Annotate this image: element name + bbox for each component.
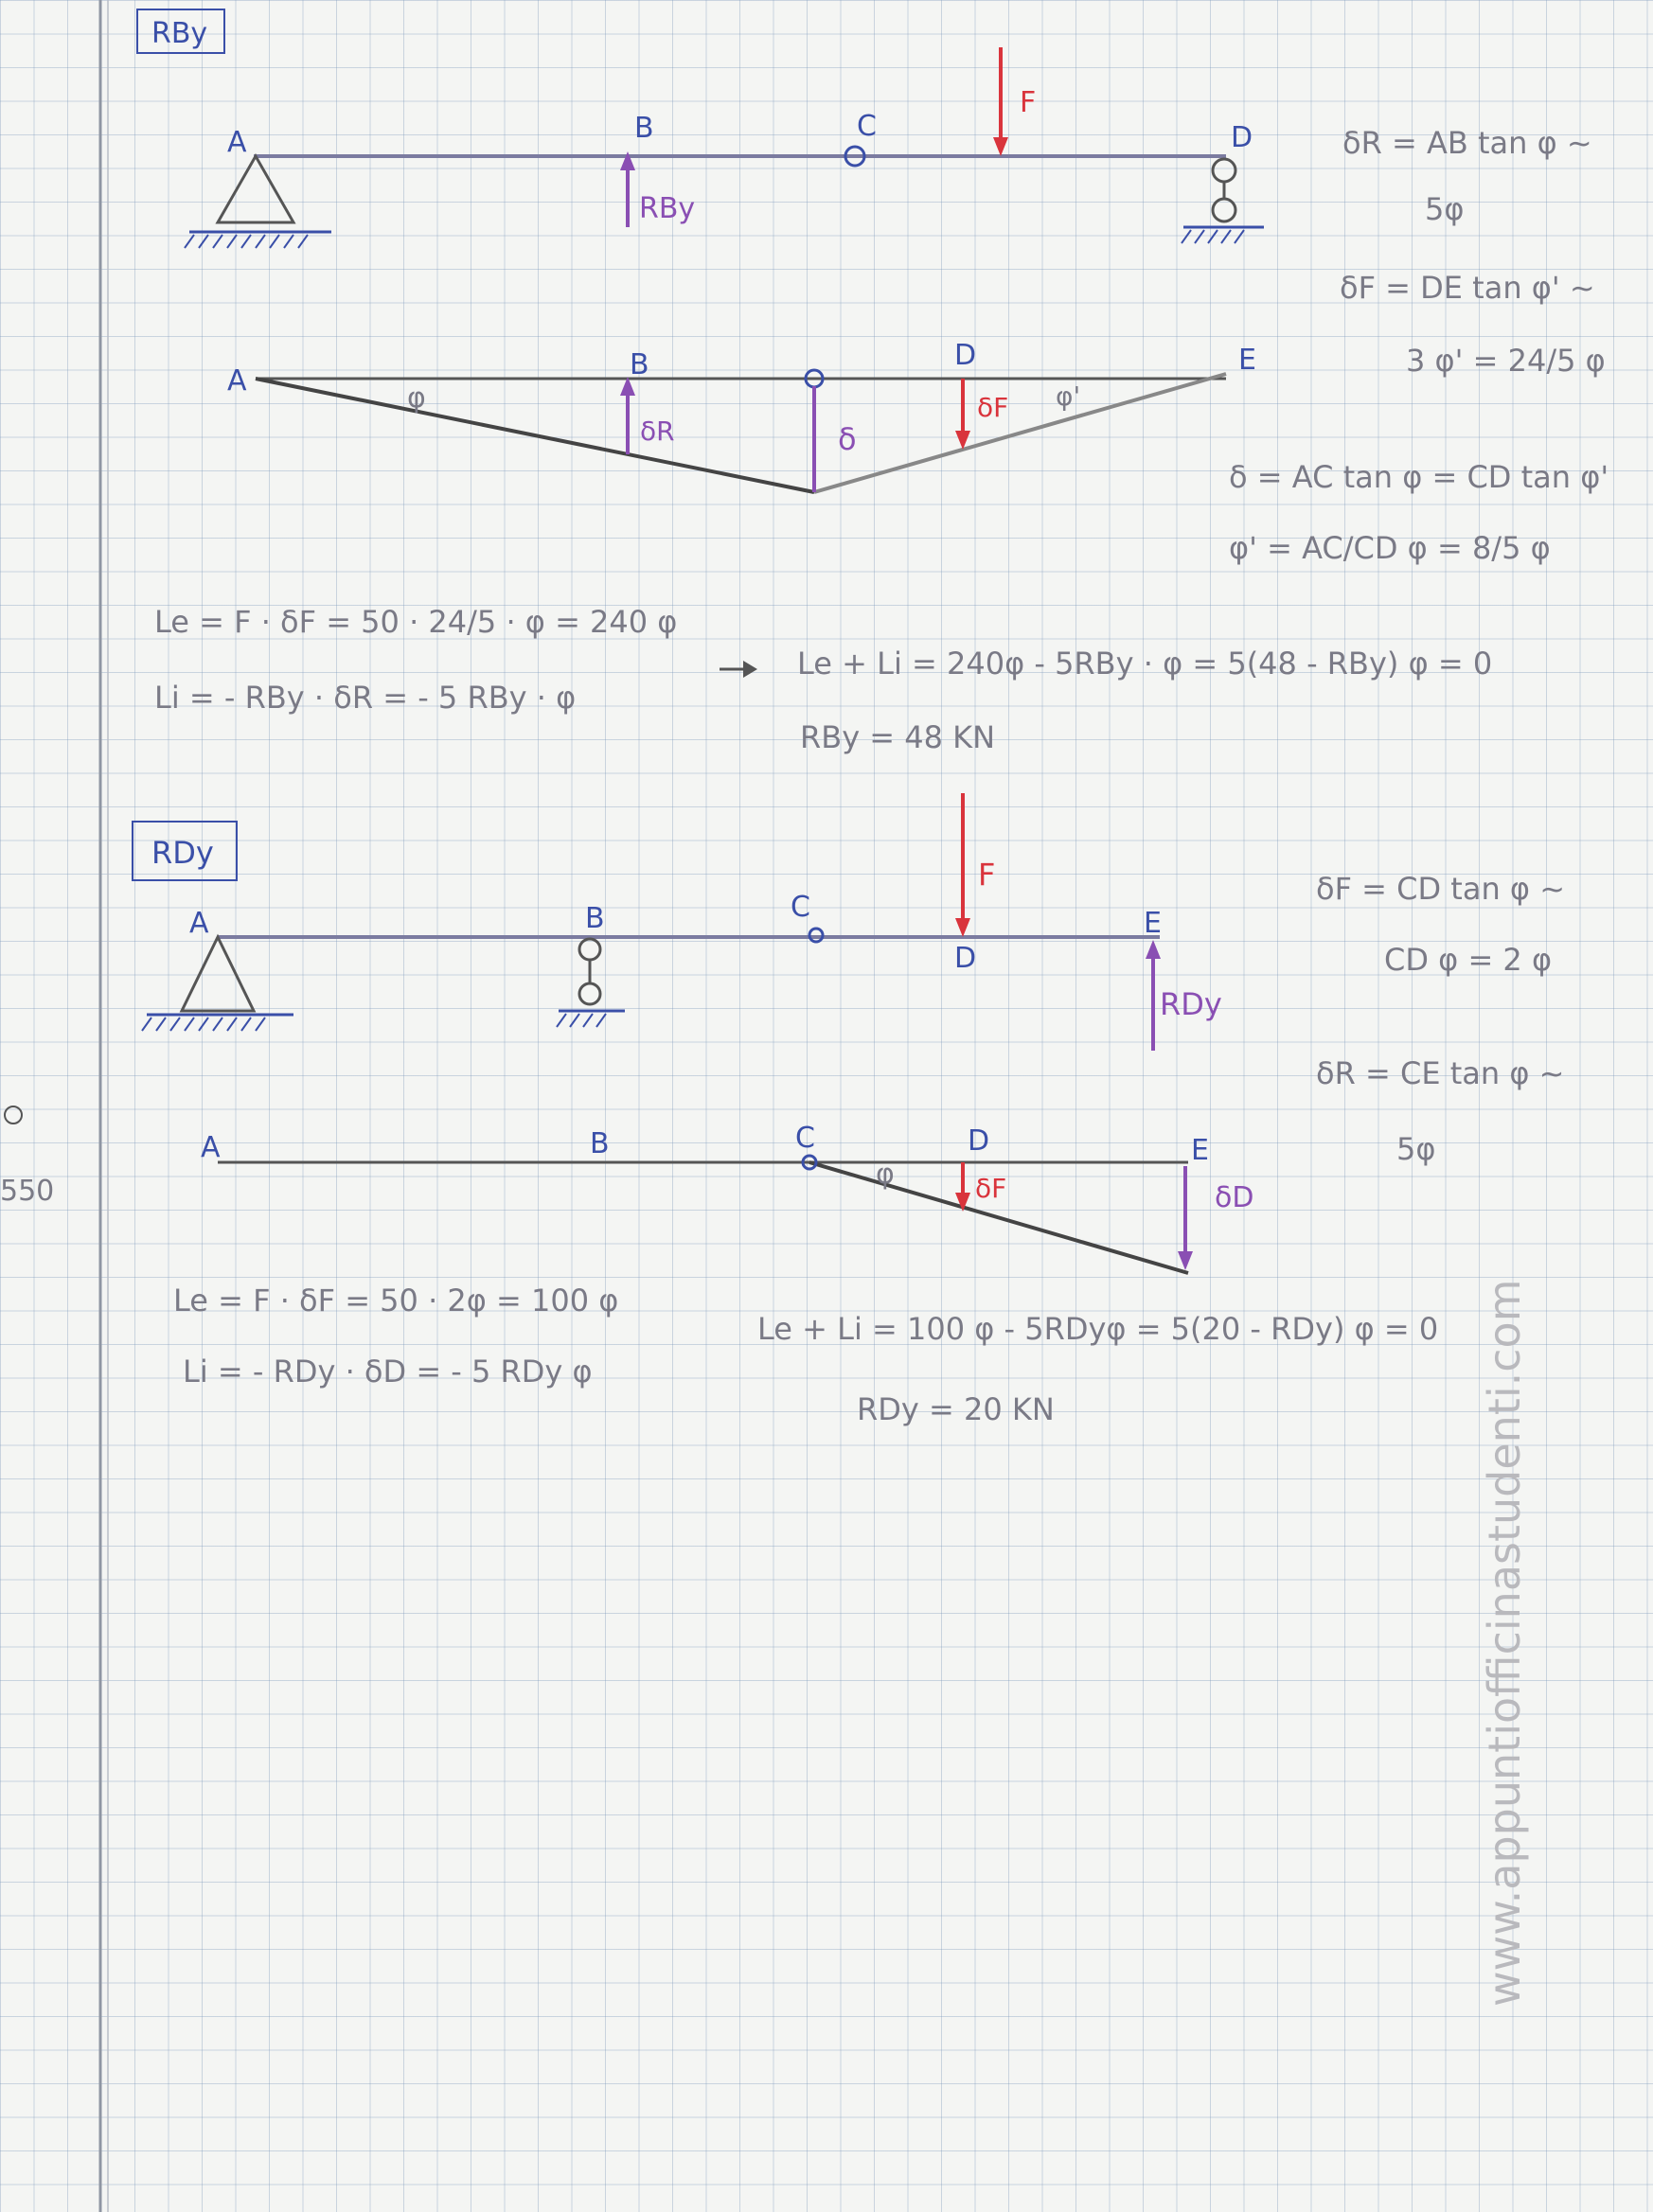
mech1-label-b: B	[630, 348, 649, 381]
mech1-delta-label: δ	[838, 421, 857, 457]
mech1-angle-phi: φ	[407, 381, 426, 415]
beam2-label-d: D	[954, 942, 977, 975]
eq-5phi: 5φ	[1425, 191, 1465, 227]
eq-le-2: Le = F · δF = 50 · 2φ = 100 φ	[173, 1283, 619, 1318]
force-f2-label: F	[978, 857, 996, 893]
mech1-rotated-segment-1	[256, 379, 814, 492]
beam1-label-b: B	[634, 112, 654, 145]
eq-le-1: Le = F · δF = 50 · 24/5 · φ = 240 φ	[154, 604, 678, 640]
mech1-label-e: E	[1238, 344, 1256, 377]
mech1-delta-f-label: δF	[977, 392, 1009, 423]
result-rdy: RDy = 20 KN	[857, 1391, 1055, 1427]
mech1-delta-r-label: δR	[640, 416, 675, 447]
mech2-delta-f-label: δF	[975, 1173, 1007, 1204]
eq2-cd-phi: CD φ = 2 φ	[1384, 942, 1553, 978]
margin-text: 550	[0, 1175, 55, 1208]
section-rby	[137, 9, 1609, 755]
reaction-rdy-label: RDy	[1160, 986, 1222, 1022]
mech1-rotated-segment-2	[814, 374, 1226, 492]
reaction-rby-label: RBy	[639, 192, 696, 225]
watermark: www.appuntiofficinastudenti.com	[1479, 1279, 1530, 2007]
roller-d-top	[1213, 159, 1235, 182]
eq-li-2: Li = - RDy · δD = - 5 RDy φ	[183, 1354, 593, 1389]
beam1-label-a: A	[227, 126, 247, 159]
mech2-label-b: B	[590, 1127, 610, 1160]
ground-a-hatch	[185, 235, 308, 248]
pin-support-a	[218, 156, 293, 222]
eq-total-1: Le + Li = 240φ - 5RBy · φ = 5(48 - RBy) φ = 0	[797, 646, 1493, 681]
roller-d-bottom	[1213, 199, 1235, 221]
beam1-label-c: C	[857, 110, 877, 143]
mech2-label-a: A	[201, 1131, 221, 1164]
beam2-label-b: B	[585, 902, 605, 935]
eq-3phi-prime: 3 φ' = 24/5 φ	[1406, 343, 1606, 379]
section-rdy	[133, 793, 1565, 1427]
roller-b-bottom	[579, 983, 600, 1004]
eq-total-2: Le + Li = 100 φ - 5RDyφ = 5(20 - RDy) φ = 0	[757, 1311, 1439, 1347]
mech1-label-d: D	[954, 339, 977, 372]
eq2-delta-r: δR = CE tan φ ~	[1316, 1055, 1565, 1091]
eq2-5phi: 5φ	[1396, 1131, 1436, 1167]
roller-b-top	[579, 939, 600, 960]
mech2-angle-phi: φ	[876, 1158, 895, 1191]
section2-title: RDy	[151, 835, 214, 871]
result-rby: RBy = 48 KN	[800, 719, 996, 755]
pin-support-a2	[182, 937, 254, 1011]
mech1-label-a: A	[227, 364, 247, 398]
mech1-angle-phi-prime: φ'	[1056, 380, 1081, 412]
eq-delta-r: δR = AB tan φ ~	[1342, 125, 1592, 161]
eq-delta: δ = AC tan φ = CD tan φ'	[1229, 459, 1609, 495]
beam2-label-c: C	[791, 891, 810, 924]
section1-title: RBy	[151, 17, 208, 50]
eq-phi-prime: φ' = AC/CD φ = 8/5 φ	[1229, 530, 1551, 566]
beam1-label-d: D	[1231, 121, 1253, 154]
mech2-delta-d-label: δD	[1215, 1181, 1254, 1214]
mech2-label-e: E	[1191, 1134, 1209, 1167]
eq-delta-f: δF = DE tan φ' ~	[1340, 270, 1595, 306]
margin-mark-circle	[5, 1106, 22, 1124]
force-f-label: F	[1020, 86, 1037, 119]
eq-li-1: Li = - RBy · δR = - 5 RBy · φ	[154, 680, 577, 716]
beam2-label-a: A	[189, 907, 209, 940]
mech2-label-d: D	[968, 1124, 990, 1158]
mech2-label-c: C	[795, 1122, 815, 1155]
beam2-label-e: E	[1144, 907, 1162, 940]
eq2-delta-f: δF = CD tan φ ~	[1316, 871, 1565, 907]
